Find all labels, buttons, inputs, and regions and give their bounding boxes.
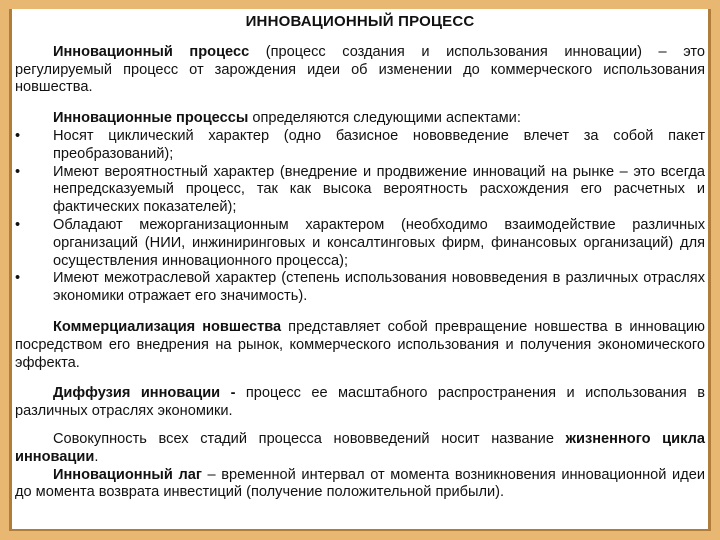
life-cycle-end: . — [94, 448, 99, 465]
paragraph-diffusion — [15, 385, 705, 421]
bullet-icon: • — [15, 216, 21, 233]
list-item — [15, 270, 705, 306]
term-diffusion: Диффузия инновации - — [53, 385, 236, 402]
bullet-icon: • — [15, 270, 21, 287]
definition-diffusion: процесс ее масштабного распространения и использования в различных отраслях экономики. — [15, 385, 705, 420]
aspects-intro-text: определяются следующими аспектами: — [248, 110, 521, 127]
paragraph-innovation-lag — [15, 467, 705, 503]
slide-content — [15, 9, 705, 502]
bullet-icon: • — [15, 163, 21, 180]
list-item — [15, 217, 705, 270]
term-innovation-lag: Инновационный лаг — [53, 466, 202, 483]
list-item — [15, 164, 705, 217]
definition-innovation-lag: – временной интервал от момента возникновения инновационной идеи до момента возврата инвестиций (получение положительной прибыли). — [15, 466, 705, 501]
bullet-icon: • — [15, 127, 21, 144]
bullet-text: Носят циклический характер (одно базисное нововведение влечет за собой пакет преобразований); — [53, 127, 705, 162]
life-cycle-text: Совокупность всех стадий процесса нововведений носит название — [53, 430, 566, 447]
paragraph-commercialization — [15, 319, 705, 372]
term-innovation-processes: Инновационные процессы — [53, 110, 249, 127]
term-innovation-process: Инновационный процесс — [53, 43, 250, 60]
paragraph-life-cycle — [15, 431, 705, 467]
definition-commercialization: представляет собой превращение новшества в инновацию посредством его внедрения на рынок, коммерческого использования и получения экономического эффекта. — [15, 318, 705, 371]
slide-title: ИННОВАЦИОННЫЙ ПРОЦЕСС — [245, 13, 475, 30]
list-item — [15, 128, 705, 164]
paragraph-aspects-intro — [15, 110, 705, 128]
bullet-text: Имеют межотраслевой характер (степень использования нововведения в различных отраслях экономики отражает его значимость). — [53, 270, 705, 305]
term-commercialization: Коммерциализация новшества — [53, 318, 282, 335]
paragraph-innovation-process — [15, 44, 705, 97]
bullet-text: Имеют вероятностный характер (внедрение и продвижение инноваций на рынке – это всегда непредсказуемый процесс, так как высока вероятность расхождения его расчетных и фактических показателей); — [53, 163, 705, 216]
definition-innovation-process: (процесс создания и использования инновации) – это регулируемый процесс от зарождения идеи об изменении до коммерческого использования новшества. — [15, 43, 705, 96]
term-life-cycle: жизненного цикла инновации — [15, 430, 705, 465]
bullet-text: Обладают межорганизационным характером (необходимо взаимодействие различных организаций (НИИ, инжиниринговых и консалтинговых фирм, финансовых организаций) для осуществления инновационного процесса); — [53, 216, 705, 269]
